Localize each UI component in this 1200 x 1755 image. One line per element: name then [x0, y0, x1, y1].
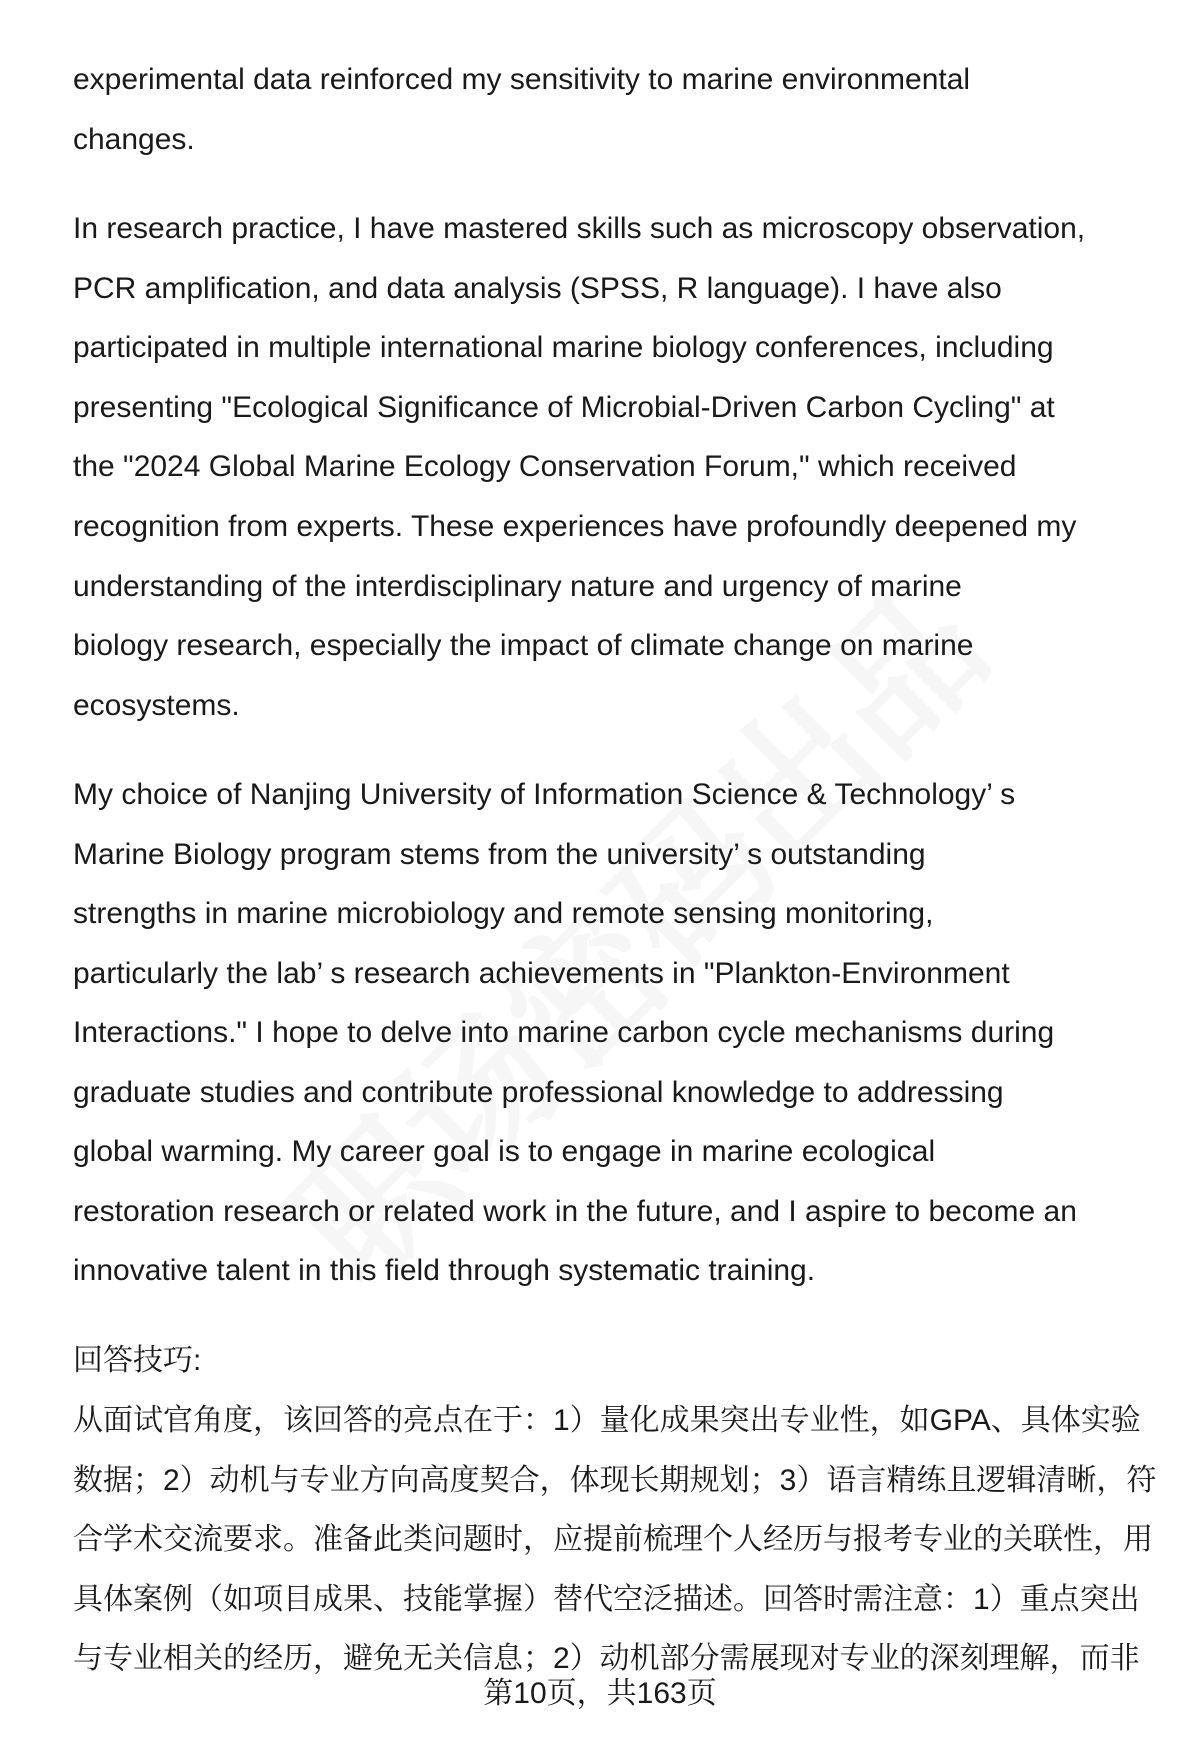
text-line: strengths in marine microbiology and remote sensing monitoring, [73, 897, 934, 930]
text-line: experimental data reinforced my sensitivity to marine environmental [73, 63, 971, 96]
text-line: restoration research or related work in the future, and I aspire to become an [73, 1195, 1077, 1228]
text-line: particularly the lab’ s research achievements in "Plankton-Environment [73, 957, 1010, 990]
text-line: presenting "Ecological Significance of Microbial-Driven Carbon Cycling" at [73, 391, 1055, 424]
text-line: graduate studies and contribute professional knowledge to addressing [73, 1076, 1004, 1109]
text-line: biology research, especially the impact of climate change on marine [73, 629, 974, 662]
text-line: understanding of the interdisciplinary nature and urgency of marine [73, 570, 962, 603]
text-line: participated in multiple international marine biology conferences, including [73, 331, 1054, 364]
text-line: innovative talent in this field through systematic training. [73, 1254, 816, 1287]
tips-heading: 回答技巧: [73, 1344, 202, 1377]
text-line: 与专业相关的经历，避免无关信息；2）动机部分需展现对专业的深刻理解，而非 [73, 1642, 1140, 1675]
text-line: 合学术交流要求。准备此类问题时，应提前梳理个人经历与报考专业的关联性，用 [73, 1523, 1153, 1556]
text-line: PCR amplification, and data analysis (SPSS, R language). I have also [73, 272, 1002, 305]
page-number-footer: 第10页，共163页 [483, 1677, 717, 1710]
text-line: recognition from experts. These experiences have profoundly deepened my [73, 510, 1077, 543]
text-line: 从面试官角度，该回答的亮点在于：1）量化成果突出专业性，如GPA、具体实验 [73, 1404, 1141, 1437]
text-line: changes. [73, 123, 195, 156]
text-line: Interactions." I hope to delve into marine carbon cycle mechanisms during [73, 1016, 1055, 1049]
text-line: global warming. My career goal is to engage in marine ecological [73, 1135, 936, 1168]
text-line: My choice of Nanjing University of Information Science & Technology’ s [73, 778, 1016, 811]
text-line: 具体案例（如项目成果、技能掌握）替代空泛描述。回答时需注意：1）重点突出 [73, 1583, 1140, 1616]
text-line: Marine Biology program stems from the university’ s outstanding [73, 838, 926, 871]
text-line: 数据；2）动机与专业方向高度契合，体现长期规划；3）语言精练且逻辑清晰，符 [73, 1464, 1157, 1497]
text-line: the "2024 Global Marine Ecology Conservation Forum," which received [73, 450, 1017, 483]
text-line: ecosystems. [73, 689, 240, 722]
text-line: In research practice, I have mastered skills such as microscopy observation, [73, 212, 1086, 245]
